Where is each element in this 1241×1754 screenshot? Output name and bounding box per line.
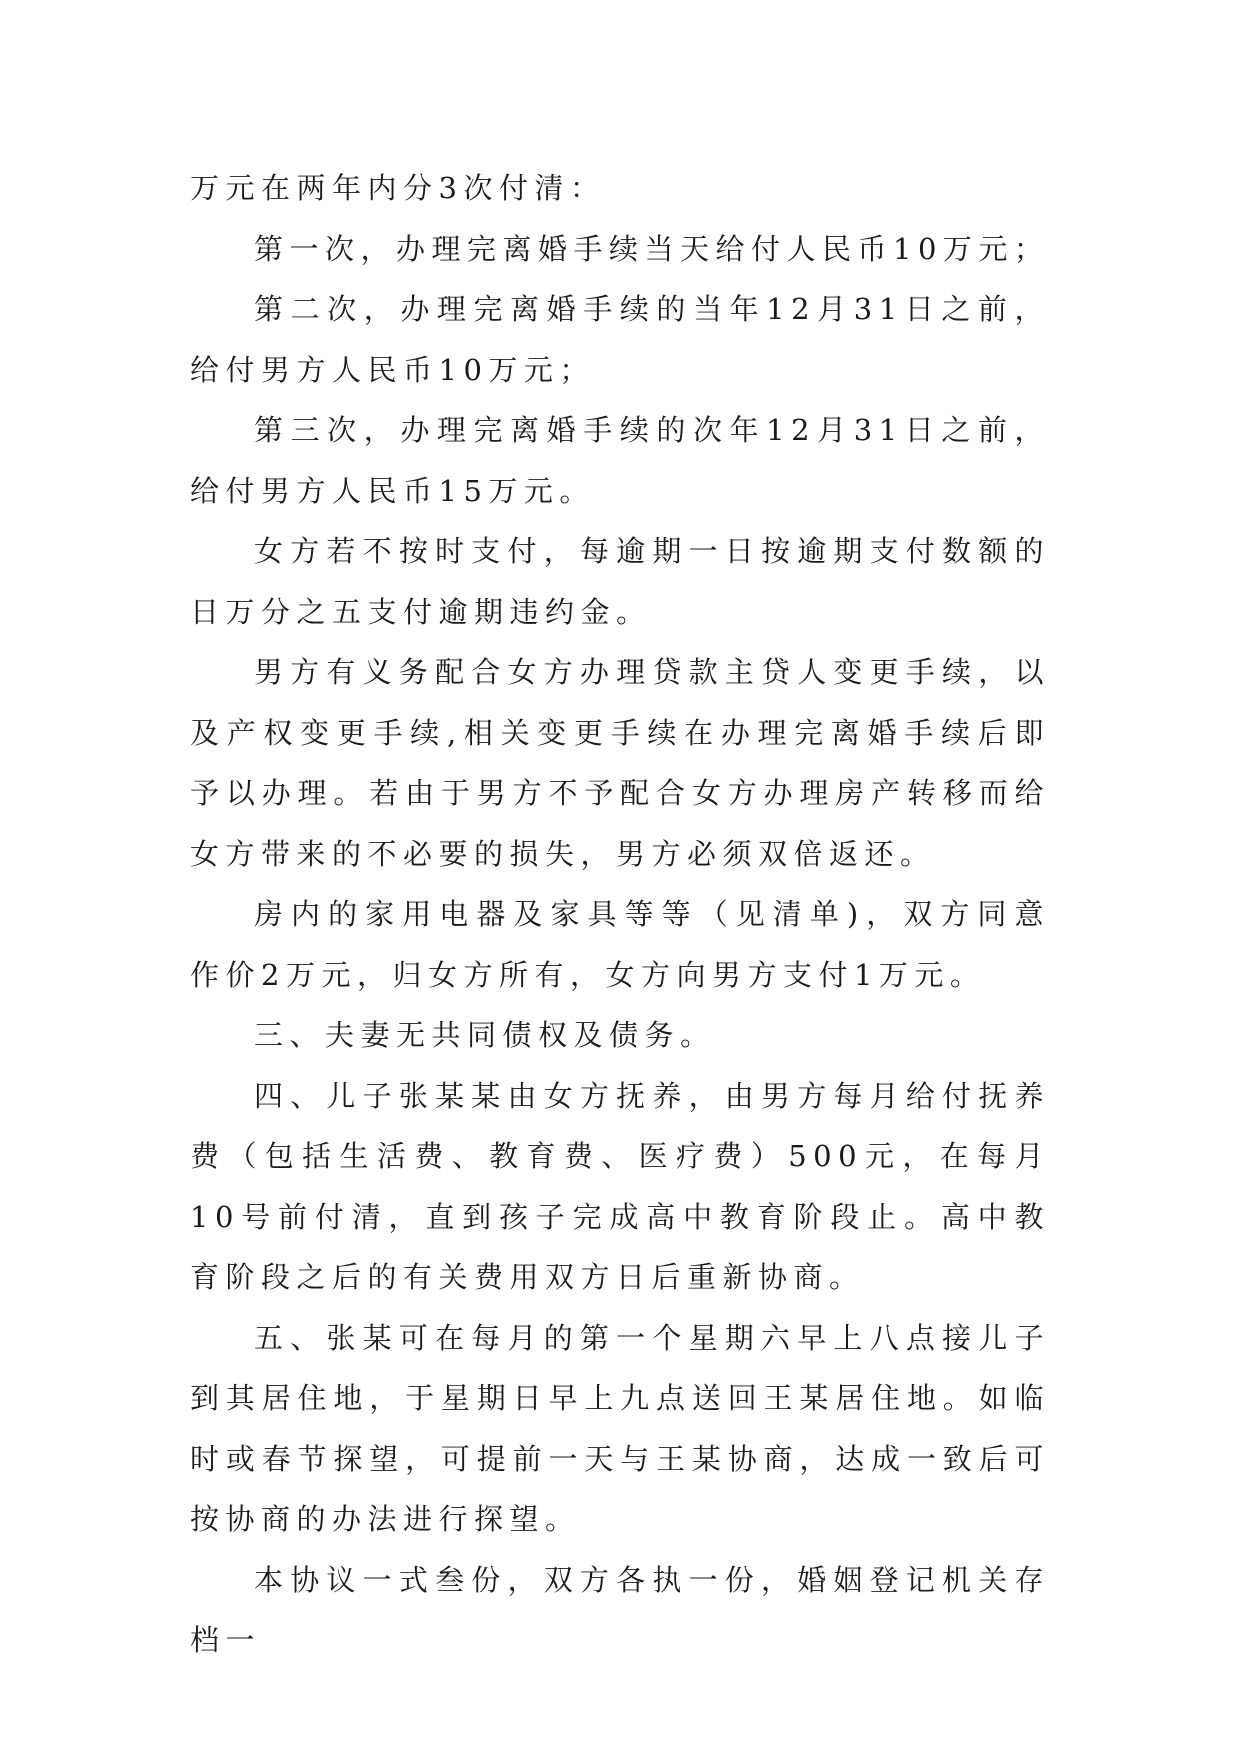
- agreement-body: [190, 158, 1050, 1671]
- paragraph-appliances: 房内的家用电器及家具等等（见清单)，双方同意作价2万元，归女方所有，女方向男方支付1万元。: [190, 897, 1050, 992]
- paragraph-third-payment: 第三次，办理完离婚手续的次年12月31日之前，给付男方人民币15万元。: [190, 413, 1050, 508]
- paragraph-clause-four: 四、儿子张某某由女方抚养，由男方每月给付抚养费（包括生活费、教育费、医疗费）500元，在每月10号前付清，直到孩子完成高中教育阶段止。高中教育阶段之后的有关费用双方日后重新协商。: [190, 1078, 1050, 1294]
- paragraph-copies: 本协议一式叁份，双方各执一份，婚姻登记机关存档一: [190, 1562, 1050, 1657]
- paragraph-payment-intro: 万元在两年内分3次付清：: [190, 171, 606, 205]
- paragraph-clause-three: 三、夫妻无共同债权及债务。: [254, 1018, 716, 1052]
- paragraph-clause-five: 五、张某可在每月的第一个星期六早上八点接儿子到其居住地，于星期日早上九点送回王某居住地。如临时或春节探望，可提前一天与王某协商，达成一致后可按协商的办法进行探望。: [190, 1320, 1050, 1536]
- paragraph-second-payment: 第二次，办理完离婚手续的当年12月31日之前，给付男方人民币10万元；: [190, 292, 1050, 387]
- paragraph-late-penalty: 女方若不按时支付，每逾期一日按逾期支付数额的日万分之五支付逾期违约金。: [190, 534, 1050, 629]
- paragraph-first-payment: 第一次，办理完离婚手续当天给付人民币10万元；: [254, 231, 1050, 266]
- paragraph-loan-transfer: 男方有义务配合女方办理贷款主贷人变更手续，以及产权变更手续,相关变更手续在办理完离婚手续后即予以办理。若由于男方不予配合女方办理房产转移而给女方带来的不必要的损失，男方必须双倍返还。: [190, 655, 1050, 871]
